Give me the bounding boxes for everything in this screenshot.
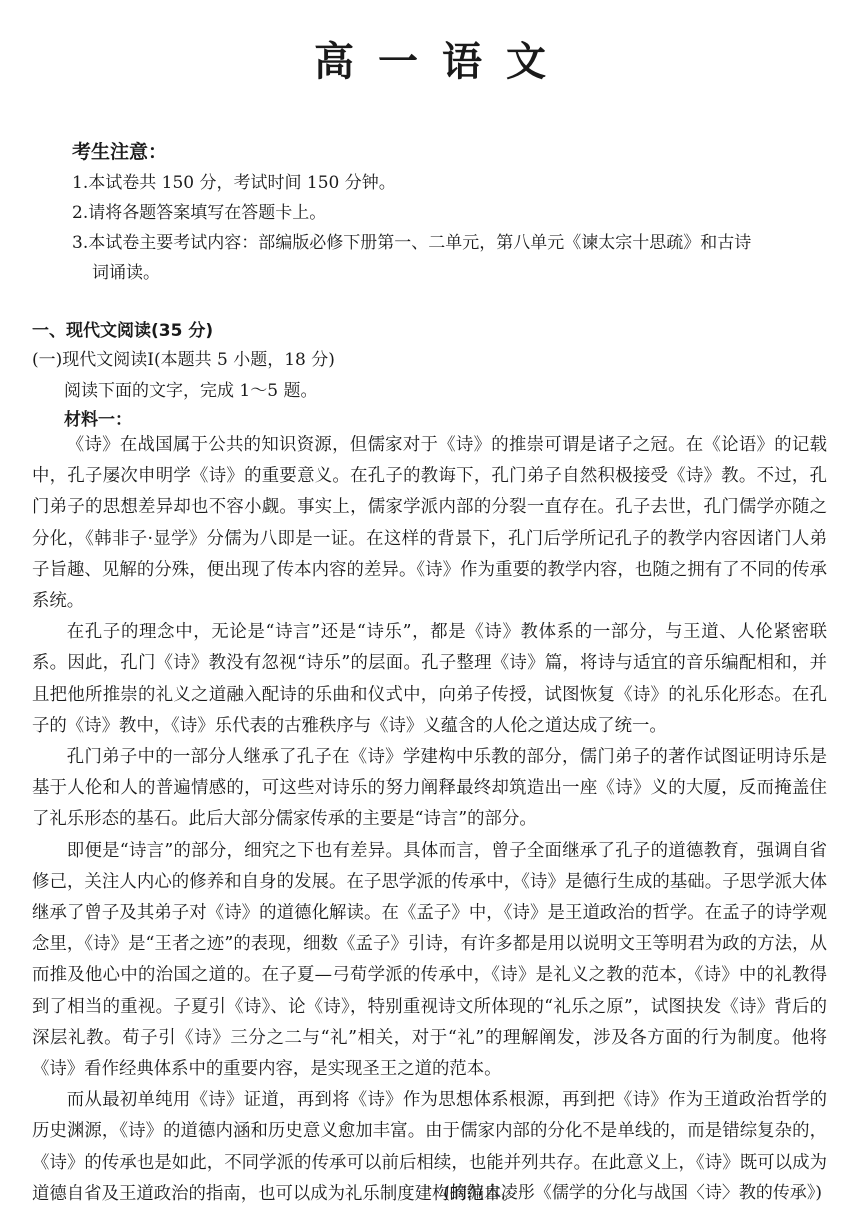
passage-paragraph: 《诗》在战国属于公共的知识资源，但儒家对于《诗》的推崇可谓是诸子之冠。在《论语》的记载中，孔子屡次申明学《诗》的重要意义。在孔子的教诲下，孔门弟子自然积极接受《诗》教。不过，孔门弟子的思想差异却也不容小觑。事实上，儒家学派内部的分裂一直存在。孔子去世，孔门儒学亦随之分化，《韩非子·显学》分儒为八即是一证。在这样的背景下，孔门后学所记孔子的教学内容因诸门人弟子旨趣、见解的分殊，便出现了传本内容的差异。《诗》作为重要的教学内容，也随之拥有了不同的传承系统。 <box>32 435 827 612</box>
page-title: 高一语文 <box>314 39 570 85</box>
subsection-heading: (一)现代文阅读Ⅰ(本题共 5 小题，18 分) <box>32 350 335 370</box>
section-heading: 一、现代文阅读(35 分) <box>32 321 214 341</box>
passage-paragraph: 即便是“诗言”的部分，细究之下也有差异。具体而言，曾子全面继承了孔子的道德教育，强调自省修己，关注人内心的修养和自身的发展。在子思学派的传承中，《诗》是德行生成的基础。子思学派大体继承了曾子及其弟子对《诗》的道德化解读。在《孟子》中，《诗》是王道政治的哲学。在孟子的诗学观念里，《诗》是“王者之迹”的表现，细数《孟子》引诗，有许多都是用以说明文王等明君为政的方法，从而推及他心中的治国之道的。在子夏—弓荀学派的传承中，《诗》是礼义之教的范本，《诗》中的礼教得到了相当的重视。子夏引《诗》、论《诗》，特别重视诗文所体现的“礼乐之原”，试图抉发《诗》背后的深层礼教。荀子引《诗》三分之二与“礼”相关，对于“礼”的理解阐发，涉及各方面的行为制度。他将《诗》看作经典体系中的重要内容，是实现圣王之道的范本。 <box>32 840 827 1080</box>
notice-item-text: 3.本试卷主要考试内容：部编版必修下册第一、二单元，第八单元《谏太宗十思疏》和古诗 <box>72 233 752 253</box>
notice-heading: 考生注意： <box>72 141 168 163</box>
passage-paragraph: 在孔子的理念中，无论是“诗言”还是“诗乐”，都是《诗》教体系的一部分，与王道、人伦紧密联系。因此，孔门《诗》教没有忽视“诗乐”的层面。孔子整理《诗》篇，将诗与适宜的音乐编配相和，并且把他所推崇的礼义之道融入配诗的乐曲和仪式中，向弟子传授，试图恢复《诗》的礼乐化形态。在孔子的《诗》教中，《诗》乐代表的古雅秩序与《诗》义蕴含的人伦之道达成了统一。 <box>32 622 827 736</box>
notice-item <box>72 168 832 198</box>
source-citation: (摘编自凌彤《儒学的分化与战国〈诗〉教的传承》) <box>443 1183 822 1203</box>
notice-item-text: 1.本试卷共 150 分，考试时间 150 分钟。 <box>72 173 396 193</box>
reading-passage <box>32 430 827 1210</box>
reading-instruction: 阅读下面的文字，完成 1～5 题。 <box>64 381 318 401</box>
notice-list <box>72 168 832 288</box>
notice-item <box>72 228 832 288</box>
notice-item-continuation: 词诵读。 <box>92 263 160 283</box>
passage-paragraph: 而从最初单纯用《诗》证道，再到将《诗》作为思想体系根源，再到把《诗》作为王道政治哲学的历史渊源，《诗》的道德内涵和历史意义愈加丰富。由于儒家内部的分化不是单线的，而是错综复杂的，《诗》的传承也是如此，不同学派的传承可以前后相续，也能并列共存。在此意义上，《诗》既可以成为道德自省及王道政治的指南，也可以成为礼乐制度建构的范本。 <box>32 1090 827 1204</box>
notice-item-text: 2.请将各题答案填写在答题卡上。 <box>72 203 327 223</box>
passage-paragraph: 孔门弟子中的一部分人继承了孔子在《诗》学建构中乐教的部分，儒门弟子的著作试图证明诗乐是基于人伦和人的普遍情感的，可这些对诗乐的努力阐释最终却筑造出一座《诗》义的大厦，反而掩盖住了礼乐形态的基石。此后大部分儒家传承的主要是“诗言”的部分。 <box>32 747 827 830</box>
notice-item <box>72 198 832 228</box>
material-label: 材料一： <box>64 410 132 430</box>
